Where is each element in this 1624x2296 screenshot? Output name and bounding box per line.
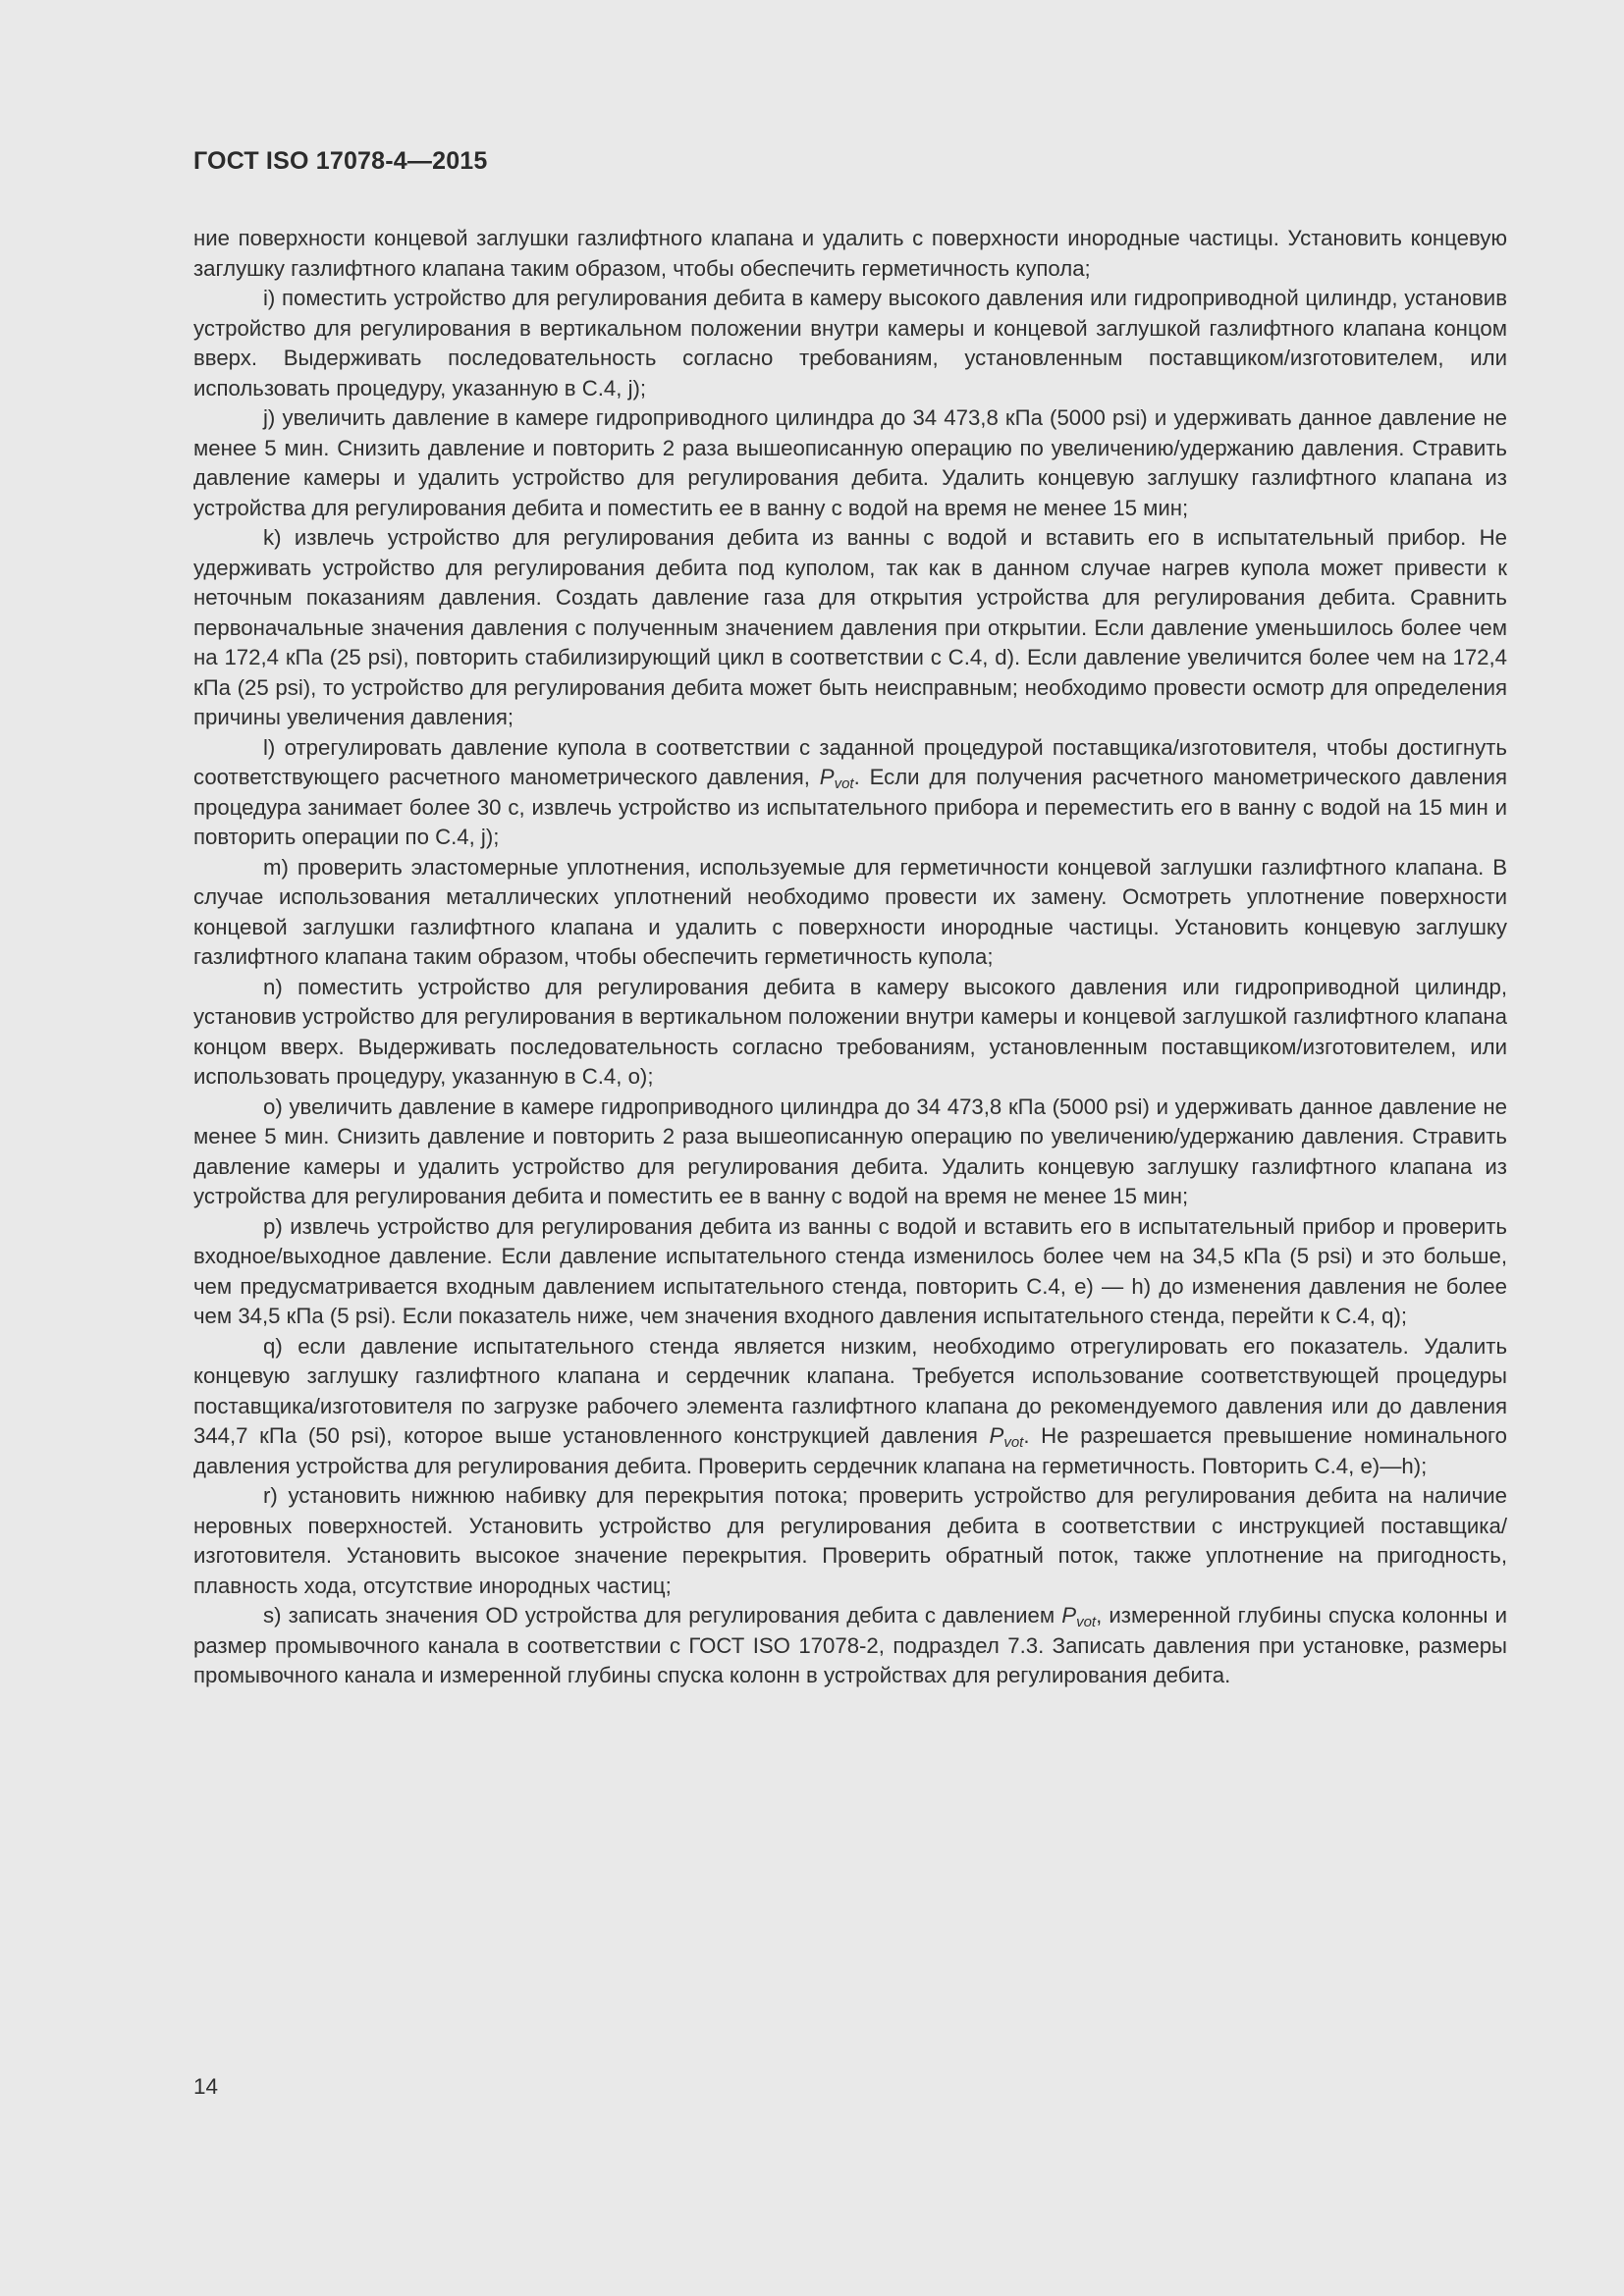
list-marker: р): [263, 1213, 283, 1239]
list-marker: q): [263, 1333, 283, 1359]
symbol-base: P: [989, 1423, 1004, 1448]
document-header: ГОСТ ISO 17078-4—2015: [193, 147, 488, 175]
document-body: [193, 224, 1507, 1691]
list-item-l: [193, 733, 1507, 853]
symbol-subscript: vot: [1076, 1614, 1097, 1630]
symbol-base: P: [819, 765, 835, 789]
symbol-subscript: vot: [834, 775, 854, 792]
paragraph-text: . Если для получения расчетного манометрического давления процедура занимает более 30 с, извлечь устройство из испытательного прибора и переместить его в ванну с водой на 15 мин и повторить операции по С.4, j);: [193, 765, 1508, 849]
list-item-i: [193, 284, 1507, 403]
list-item-k: [193, 523, 1507, 733]
list-marker: n): [263, 974, 283, 999]
list-item-s: [193, 1601, 1507, 1691]
paragraph-text: поместить устройство для регулирования дебита в камеру высокого давления или гидроприводной цилиндр, установив устройство для регулирования в вертикальном положении внутри камеры и концевой заглушкой газлифтного клапана концом вверх. Выдерживать последовательность согласно требованиям, установленным поставщиком/изготовителем, или использовать процедуру, указанную в С.4, j);: [193, 286, 1507, 400]
paragraph-continuation: [193, 224, 1507, 284]
list-item-r: [193, 1481, 1507, 1601]
paragraph-text: записать значения OD устройства для регулирования дебита с давлением: [288, 1603, 1056, 1628]
list-marker: k): [263, 525, 282, 550]
pvot-symbol: [989, 1423, 1024, 1451]
list-item-p: [193, 1212, 1507, 1332]
paragraph-text: , измеренной глубины спуска колонны и размер промывочного канала в соответствии с ГОСТ ISO 17078-2, подраздел 7.3. Записать давления при установке, размеры промывочного канала и измеренной глубины спуска колонн в устройствах для регулирования дебита.: [193, 1603, 1507, 1687]
list-item-j: [193, 403, 1507, 523]
page-number: 14: [193, 2074, 219, 2099]
pvot-symbol: [1061, 1603, 1096, 1628]
paragraph-text: увеличить давление в камере гидроприводного цилиндра до 34 473,8 кПа (5000 psi) и удерживать данное давление не менее 5 мин. Снизить давление и повторить 2 раза вышеописанную операцию по увеличению/удержанию давления. Стравить давление камеры и удалить устройство для регулирования дебита. Удалить концевую заглушку газлифтного клапана из устройства для регулирования дебита и поместить ее в ванну с водой на время не менее 15 мин;: [193, 405, 1507, 520]
paragraph-text: проверить эластомерные уплотнения, используемые для герметичности концевой заглушки газлифтного клапана. В случае использования металлических уплотнений необходимо провести их замену. Осмотреть уплотнение поверхности концевой заглушки газлифтного клапана и удалить с поверхности инородные частицы. Установить концевую заглушку газлифтного клапана таким образом, чтобы обеспечить герметичность купола;: [193, 854, 1507, 969]
paragraph-text: отрегулировать давление купола в соответствии с заданной процедурой поставщика/изготовителя, чтобы достигнуть соответствующего расчетного манометрического давления,: [193, 734, 1507, 789]
paragraph-text: извлечь устройство для регулирования дебита из ванны с водой и вставить его в испытательный прибор и проверить входное/выходное давление. Если давление испытательного стенда изменилось более чем на 34,5 кПа (5 psi) и это больше, чем предусматривается входным давлением испытательного стенда, повторить С.4, е) — h) до изменения давления не более чем 34,5 кПа (5 psi). Если показатель ниже, чем значения входного давления испытательного стенда, перейти к С.4, q);: [193, 1213, 1507, 1328]
list-marker: r): [263, 1483, 278, 1508]
list-marker: l): [263, 734, 276, 760]
symbol-subscript: vot: [1003, 1434, 1024, 1451]
paragraph-text: извлечь устройство для регулирования дебита из ванны с водой и вставить его в испытательный прибор. Не удерживать устройство для регулирования дебита под куполом, так как в данном случае нагрев купола может привести к неточным показаниям давления. Создать давление газа для открытия устройства для регулирования дебита. Сравнить первоначальные значения давления с полученным значением давления при открытии. Если давление уменьшилось более чем на 172,4 кПа (25 psi), повторить стабилизирующий цикл в соответствии с С.4, d). Если давление увеличится более чем на 172,4 кПа (25 psi), то устройство для регулирования дебита может быть неисправным; необходимо провести осмотр для определения причины увеличения давления;: [193, 525, 1507, 729]
list-item-n: [193, 973, 1507, 1093]
paragraph-text: если давление испытательного стенда является низким, необходимо отрегулировать его показатель. Удалить концевую заглушку газлифтного клапана и сердечник клапана. Требуется использование соответствующей процедуры поставщика/изготовителя по загрузке рабочего элемента газлифтного клапана до рекомендуемого давления или до давления 344,7 кПа (50 psi), которое выше установленного конструкцией давления: [193, 1333, 1507, 1448]
list-marker: о): [263, 1094, 283, 1119]
list-marker: s): [263, 1603, 282, 1628]
paragraph-text: поместить устройство для регулирования дебита в камеру высокого давления или гидроприводной цилиндр, установив устройство для регулирования в вертикальном положении внутри камеры и концевой заглушкой газлифтного клапана концом вверх. Выдерживать последовательность согласно требованиям, установленным поставщиком/изготовителем, или использовать процедуру, указанную в С.4, о);: [193, 974, 1507, 1089]
list-item-m: [193, 853, 1507, 973]
paragraph-text: установить нижнюю набивку для перекрытия потока; проверить устройство для регулирования дебита на наличие неровных поверхностей. Установить устройство для регулирования дебита в соответствии с инструкцией поставщика/изготовителя. Установить высокое значение перекрытия. Проверить обратный поток, также уплотнение на пригодность, плавность хода, отсутствие инородных частиц;: [193, 1483, 1507, 1598]
pvot-symbol: [819, 765, 854, 792]
list-marker: j): [263, 405, 276, 430]
list-marker: m): [263, 854, 289, 880]
list-item-o: [193, 1093, 1507, 1212]
paragraph-text: ние поверхности концевой заглушки газлифтного клапана и удалить с поверхности инородные частицы. Установить концевую заглушку газлифтного клапана таким образом, чтобы обеспечить герметичность купола;: [193, 226, 1507, 281]
list-marker: i): [263, 286, 276, 310]
list-item-q: [193, 1332, 1507, 1482]
paragraph-text: . Не разрешается превышение номинального давления устройства для регулирования дебита. Проверить сердечник клапана на герметичность. Повторить С.4, е)—h);: [193, 1423, 1507, 1478]
symbol-base: P: [1061, 1603, 1077, 1628]
paragraph-text: увеличить давление в камере гидроприводного цилиндра до 34 473,8 кПа (5000 psi) и удерживать данное давление не менее 5 мин. Снизить давление и повторить 2 раза вышеописанную операцию по увеличению/удержанию давления. Стравить давление камеры и удалить устройство для регулирования дебита. Удалить концевую заглушку газлифтного клапана из устройства для регулирования дебита и поместить ее в ванну с водой на время не менее 15 мин;: [193, 1094, 1507, 1208]
